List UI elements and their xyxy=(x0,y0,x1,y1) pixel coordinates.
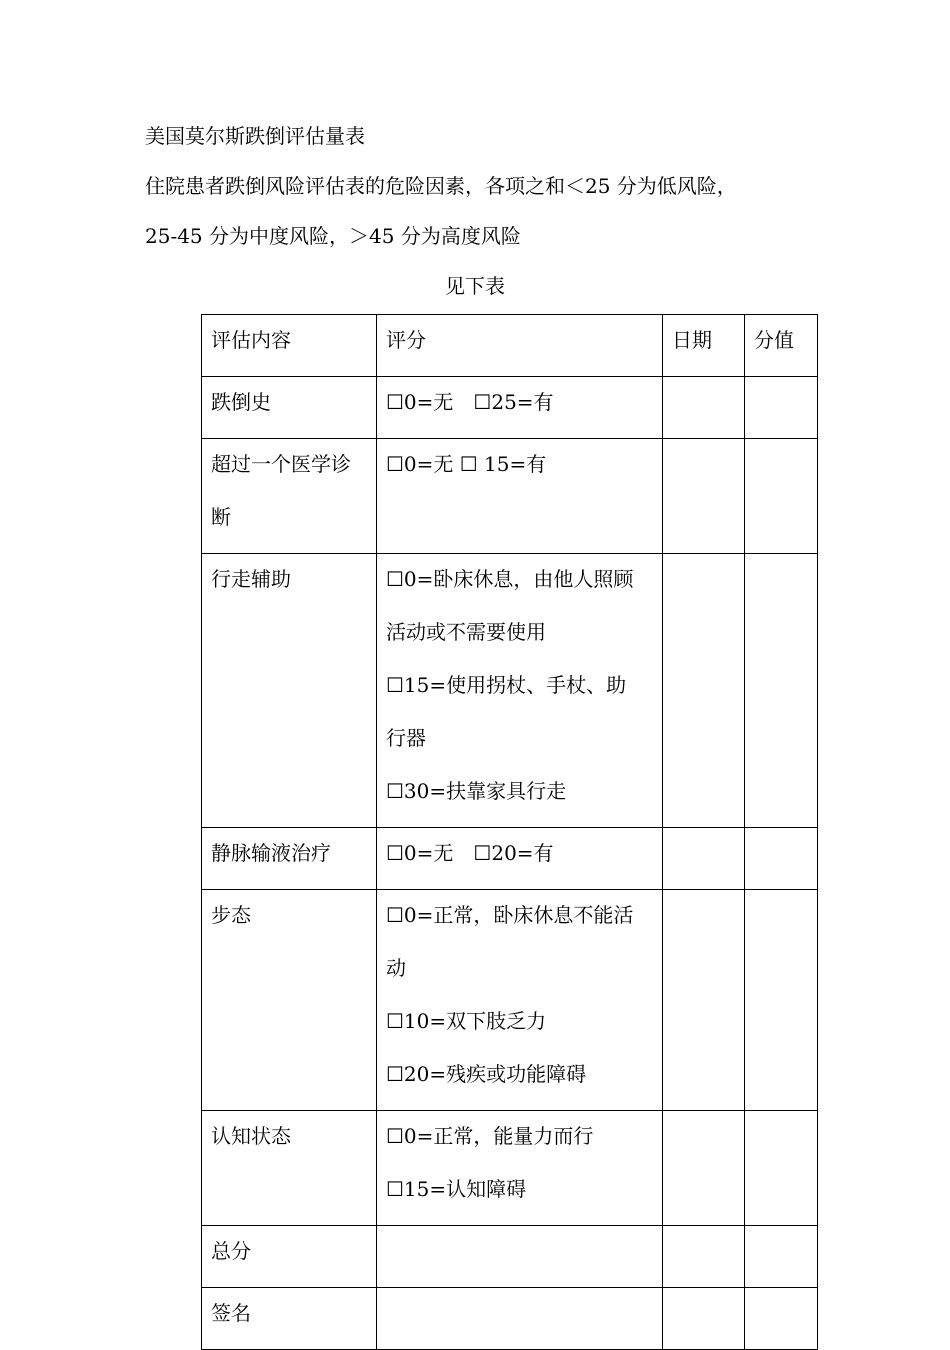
row-score-walking-aid: ☐0=卧床休息，由他人照顾 活动或不需要使用 ☐15=使用拐杖、手杖、助 行器 ☐30=扶靠家具行走 xyxy=(377,554,663,828)
value-cell xyxy=(745,1111,818,1226)
date-cell xyxy=(663,439,745,554)
date-cell xyxy=(663,554,745,828)
header-date: 日期 xyxy=(663,315,745,377)
value-cell xyxy=(745,377,818,439)
header-score: 评分 xyxy=(377,315,663,377)
date-cell xyxy=(663,828,745,890)
header-value: 分值 xyxy=(745,315,818,377)
value-cell xyxy=(745,1226,818,1288)
row-item-diagnosis: 超过一个医学诊 断 xyxy=(202,439,377,554)
row-score-fall-history: ☐0=无 ☐25=有 xyxy=(377,377,663,439)
table-row xyxy=(202,554,818,828)
value-cell xyxy=(745,828,818,890)
value-cell xyxy=(745,890,818,1111)
table-row xyxy=(202,377,818,439)
value-cell xyxy=(745,554,818,828)
row-item-fall-history: 跌倒史 xyxy=(202,377,377,439)
date-cell xyxy=(663,1288,745,1350)
document-title: 美国莫尔斯跌倒评估量表 xyxy=(145,124,365,148)
table-row xyxy=(202,1226,818,1288)
date-cell xyxy=(663,1111,745,1226)
row-item-walking-aid: 行走辅助 xyxy=(202,554,377,828)
table-row xyxy=(202,890,818,1111)
value-cell xyxy=(745,439,818,554)
table-row xyxy=(202,828,818,890)
row-item-iv-therapy: 静脉输液治疗 xyxy=(202,828,377,890)
intro-line-2: 25-45 分为中度风险，＞45 分为高度风险 xyxy=(145,224,521,248)
date-cell xyxy=(663,377,745,439)
fall-risk-table xyxy=(201,314,818,1350)
table-row xyxy=(202,1111,818,1226)
row-score-total xyxy=(377,1226,663,1288)
date-cell xyxy=(663,1226,745,1288)
row-item-signature: 签名 xyxy=(202,1288,377,1350)
row-score-signature xyxy=(377,1288,663,1350)
row-item-cognition: 认知状态 xyxy=(202,1111,377,1226)
row-score-gait: ☐0=正常，卧床休息不能活 动 ☐10=双下肢乏力 ☐20=残疾或功能障碍 xyxy=(377,890,663,1111)
row-score-iv-therapy: ☐0=无 ☐20=有 xyxy=(377,828,663,890)
row-item-gait: 步态 xyxy=(202,890,377,1111)
table-row xyxy=(202,439,818,554)
value-cell xyxy=(745,1288,818,1350)
table-header-row xyxy=(202,315,818,377)
intro-line-1: 住院患者跌倒风险评估表的危险因素，各项之和＜25 分为低风险， xyxy=(145,174,737,198)
row-item-total: 总分 xyxy=(202,1226,377,1288)
header-item: 评估内容 xyxy=(202,315,377,377)
row-score-diagnosis: ☐0=无 ☐ 15=有 xyxy=(377,439,663,554)
date-cell xyxy=(663,890,745,1111)
table-caption: 见下表 xyxy=(445,274,505,298)
row-score-cognition: ☐0=正常，能量力而行 ☐15=认知障碍 xyxy=(377,1111,663,1226)
table-row xyxy=(202,1288,818,1350)
